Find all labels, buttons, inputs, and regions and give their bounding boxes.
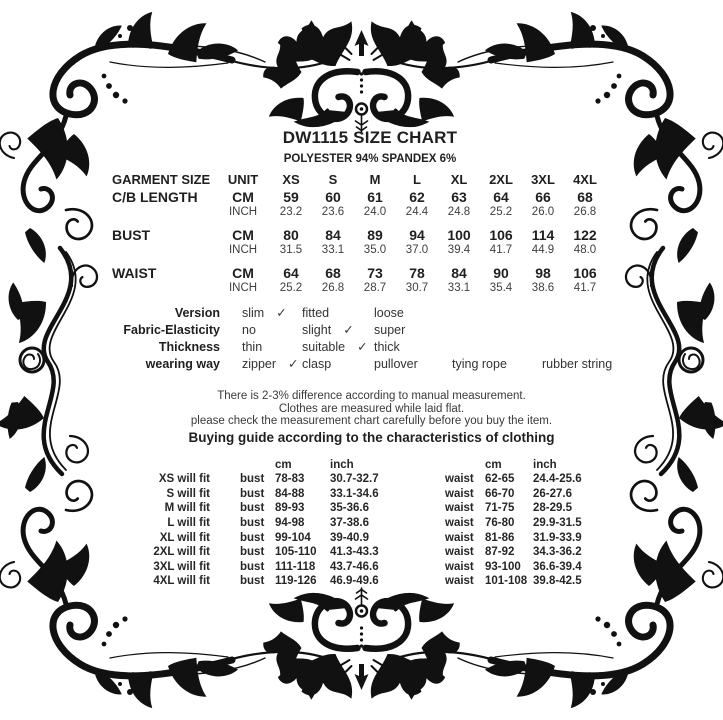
- guide-value: 26-27.6: [533, 487, 573, 500]
- attribute-option: [286, 357, 358, 371]
- guide-size-label: L will fit: [167, 517, 210, 530]
- guide-value: 43.7-46.6: [330, 560, 379, 573]
- size-column-header: XS: [282, 172, 300, 187]
- measure-value: 89: [367, 227, 383, 243]
- guide-value: 93-100: [485, 560, 521, 573]
- guide-value: bust: [240, 560, 265, 573]
- measure-value: 73: [367, 265, 383, 281]
- attribute-option: [226, 340, 286, 354]
- size-table-header-row: [112, 172, 606, 189]
- measure-label: [112, 206, 216, 221]
- buying-guide-row: [150, 560, 603, 575]
- attribute-label: Fabric-Elasticity: [123, 322, 220, 337]
- size-column-header: 3XL: [531, 172, 555, 187]
- size-table-row: [112, 244, 606, 259]
- attribute-option: [226, 356, 299, 371]
- attribute-option: [358, 323, 436, 337]
- size-table-row: [112, 227, 606, 244]
- measurement-notes: [10, 390, 723, 428]
- guide-value: 94-98: [275, 517, 305, 530]
- size-column-header: M: [369, 172, 381, 187]
- guide-size-label: M will fit: [164, 502, 210, 515]
- page-title: DW1115 SIZE CHART: [282, 128, 458, 147]
- size-table-row: [112, 189, 606, 206]
- guide-value: waist: [445, 502, 474, 515]
- size-column-header: S: [328, 172, 338, 187]
- guide-value: 30.7-32.7: [330, 473, 379, 486]
- measure-value: 60: [325, 189, 341, 205]
- guide-size-label: 2XL will fit: [153, 546, 210, 559]
- guide-size-label: 4XL will fit: [153, 575, 210, 588]
- guide-value: 28-29.5: [533, 502, 573, 515]
- attribute-option-label: no: [242, 322, 256, 337]
- garment-size-label: GARMENT SIZE: [112, 172, 211, 187]
- guide-column-header: cm: [485, 458, 502, 471]
- measure-value: 66: [535, 189, 551, 205]
- guide-value: 101-108: [485, 575, 528, 588]
- buying-guide-row: [150, 501, 603, 516]
- guide-value: bust: [240, 487, 265, 500]
- attribute-label: wearing way: [145, 356, 220, 371]
- attribute-option: [526, 357, 646, 371]
- measure-value: 64: [493, 189, 509, 205]
- guide-value: 35-36.6: [330, 502, 370, 515]
- guide-value: bust: [240, 575, 265, 588]
- guide-column-header: inch: [533, 458, 557, 471]
- guide-value: waist: [445, 546, 474, 559]
- size-column-header: XL: [450, 172, 468, 187]
- measure-value: 25.2: [279, 282, 303, 294]
- attribute-option-label: tying rope: [452, 356, 507, 371]
- attribute-row: [112, 355, 646, 372]
- guide-value: 41.3-43.3: [330, 546, 379, 559]
- attribute-option: [226, 323, 286, 337]
- attribute-option: [286, 306, 358, 320]
- measure-value: 48.0: [573, 244, 597, 256]
- guide-value: 33.1-34.6: [330, 487, 379, 500]
- measure-value: 59: [283, 189, 299, 205]
- size-column-header: 2XL: [489, 172, 513, 187]
- guide-value: 39-40.9: [330, 531, 370, 544]
- attribute-label: Thickness: [158, 339, 220, 354]
- measure-value: 44.9: [531, 244, 555, 256]
- attribute-option-label: suitable: [302, 340, 346, 354]
- check-mark-icon: ✓: [288, 357, 299, 371]
- measure-value: 114: [531, 227, 555, 243]
- guide-size-label: 3XL will fit: [153, 560, 210, 573]
- measure-value: 84: [451, 265, 467, 281]
- attribute-option-label: pullover: [374, 356, 418, 371]
- size-table-row: [112, 206, 606, 221]
- fabric-composition: POLYESTER 94% SPANDEX 6%: [283, 153, 457, 165]
- measure-label: C/B LENGTH: [112, 189, 198, 205]
- unit-label: INCH: [228, 244, 258, 256]
- measure-value: 31.5: [279, 244, 303, 256]
- measure-value: 26.0: [531, 206, 555, 218]
- attribute-option: [358, 357, 436, 371]
- attribute-option-label: slim: [242, 306, 265, 320]
- guide-value: waist: [445, 575, 474, 588]
- buying-guide-row: [150, 472, 603, 487]
- measure-value: 90: [493, 265, 509, 281]
- measure-value: 35.0: [363, 244, 387, 256]
- guide-value: 87-92: [485, 546, 515, 559]
- measure-value: 106: [489, 227, 513, 243]
- attribute-option: [358, 340, 436, 354]
- measure-value: 78: [409, 265, 425, 281]
- attribute-option: [286, 322, 358, 337]
- measure-value: 37.0: [405, 244, 429, 256]
- buying-guide-row: [150, 574, 603, 589]
- guide-value: 31.9-33.9: [533, 531, 582, 544]
- measure-value: 80: [283, 227, 299, 243]
- measure-value: 26.8: [321, 282, 345, 294]
- guide-value: waist: [445, 473, 474, 486]
- attribute-option-label: super: [374, 322, 406, 337]
- measure-value: 30.7: [405, 282, 429, 294]
- size-table-row: [112, 282, 606, 297]
- measure-value: 98: [535, 265, 551, 281]
- guide-value: 39.8-42.5: [533, 575, 582, 588]
- note-line: please check the measurement chart carefully before you buy the item.: [190, 415, 553, 428]
- measure-value: 25.2: [489, 206, 513, 218]
- attribute-row: [112, 338, 646, 355]
- measure-value: 23.2: [279, 206, 303, 218]
- measure-value: 24.8: [447, 206, 471, 218]
- garment-attributes: [112, 304, 646, 372]
- guide-value: 71-75: [485, 502, 515, 515]
- measure-value: 35.4: [489, 282, 513, 294]
- guide-column-header: cm: [275, 458, 292, 471]
- measure-value: 39.4: [447, 244, 471, 256]
- guide-value: 78-83: [275, 473, 305, 486]
- measure-label: WAIST: [112, 265, 157, 281]
- unit-label: INCH: [228, 206, 258, 218]
- attribute-option-label: slight: [302, 323, 332, 337]
- buying-guide-row: [150, 545, 603, 560]
- measure-value: 24.4: [405, 206, 429, 218]
- unit-label: CM: [232, 189, 254, 205]
- measure-value: 62: [409, 189, 425, 205]
- attribute-option-label: clasp: [302, 356, 332, 371]
- size-column-header: L: [413, 172, 421, 187]
- guide-size-label: XS will fit: [158, 473, 210, 486]
- attribute-option: [286, 339, 368, 354]
- attribute-option-label: rubber string: [542, 356, 613, 371]
- measure-label: [112, 282, 216, 297]
- guide-value: 84-88: [275, 487, 305, 500]
- size-table-row: [112, 265, 606, 282]
- measure-value: 23.6: [321, 206, 345, 218]
- unit-column-header: UNIT: [227, 172, 259, 187]
- buying-guide-table: [150, 457, 603, 589]
- guide-value: 46.9-49.6: [330, 575, 379, 588]
- guide-value: 62-65: [485, 473, 515, 486]
- guide-value: waist: [445, 487, 474, 500]
- guide-value: waist: [445, 517, 474, 530]
- guide-value: waist: [445, 560, 474, 573]
- guide-value: 119-126: [275, 575, 317, 588]
- guide-value: 111-118: [275, 560, 316, 573]
- attribute-row: [112, 304, 646, 321]
- measure-value: 33.1: [447, 282, 471, 294]
- guide-size-label: XL will fit: [159, 531, 210, 544]
- guide-value: 24.4-25.6: [533, 473, 582, 486]
- measure-value: 41.7: [573, 282, 597, 294]
- attribute-option-label: loose: [374, 305, 404, 320]
- guide-value: 37-38.6: [330, 517, 370, 530]
- measure-value: 68: [577, 189, 593, 205]
- attribute-row: [112, 321, 646, 338]
- buying-guide-row: [150, 530, 603, 545]
- guide-value: bust: [240, 473, 265, 486]
- measure-value: 41.7: [489, 244, 513, 256]
- guide-value: 99-104: [275, 531, 311, 544]
- guide-column-header: inch: [330, 458, 354, 471]
- guide-value: 66-70: [485, 487, 515, 500]
- note-line: Clothes are measured while laid flat.: [278, 402, 465, 415]
- guide-value: bust: [240, 502, 265, 515]
- measure-value: 24.0: [363, 206, 387, 218]
- guide-value: 89-93: [275, 502, 305, 515]
- measure-value: 63: [451, 189, 467, 205]
- guide-value: 34.3-36.2: [533, 546, 582, 559]
- guide-value: 76-80: [485, 517, 515, 530]
- attribute-option-label: fitted: [302, 305, 330, 320]
- guide-value: 29.9-31.5: [533, 517, 582, 530]
- guide-value: waist: [445, 531, 474, 544]
- attribute-option: [226, 305, 286, 320]
- measure-label: BUST: [112, 227, 151, 243]
- measure-value: 38.6: [531, 282, 555, 294]
- measure-value: 26.8: [573, 206, 597, 218]
- check-mark-icon: ✓: [357, 340, 368, 354]
- measure-value: 122: [573, 227, 597, 243]
- measure-value: 84: [325, 227, 341, 243]
- size-table: [112, 172, 606, 297]
- size-column-header: 4XL: [573, 172, 597, 187]
- measure-value: 100: [447, 227, 471, 243]
- measure-value: 64: [283, 265, 299, 281]
- guide-value: bust: [240, 517, 265, 530]
- unit-label: CM: [232, 227, 254, 243]
- measure-value: 68: [325, 265, 341, 281]
- guide-value: 81-86: [485, 531, 515, 544]
- check-mark-icon: ✓: [343, 323, 354, 337]
- attribute-option-label: thin: [242, 339, 263, 354]
- guide-value: 105-110: [275, 546, 317, 559]
- measure-label: [112, 244, 216, 259]
- buying-guide-heading: Buying guide according to the characteristics of clothing: [188, 430, 555, 445]
- check-mark-icon: ✓: [276, 306, 287, 320]
- guide-value: 36.6-39.4: [533, 560, 582, 573]
- attribute-option: [358, 306, 436, 320]
- measure-value: 106: [573, 265, 597, 281]
- attribute-option-label: thick: [374, 339, 400, 354]
- guide-value: bust: [240, 546, 265, 559]
- unit-label: CM: [232, 265, 254, 281]
- guide-value: bust: [240, 531, 265, 544]
- measure-value: 94: [409, 227, 425, 243]
- guide-size-label: S will fit: [166, 487, 210, 500]
- note-line: There is 2-3% difference according to manual measurement.: [217, 390, 526, 402]
- measure-value: 33.1: [321, 244, 345, 256]
- unit-label: INCH: [228, 282, 258, 294]
- measure-value: 28.7: [363, 282, 387, 294]
- buying-guide-row: [150, 516, 603, 531]
- attribute-label: Version: [174, 305, 220, 320]
- measure-value: 61: [367, 189, 383, 205]
- buying-guide-row: [150, 487, 603, 502]
- buying-guide-header-row: [150, 457, 603, 472]
- attribute-option: [436, 357, 526, 371]
- attribute-option-label: zipper: [242, 357, 277, 371]
